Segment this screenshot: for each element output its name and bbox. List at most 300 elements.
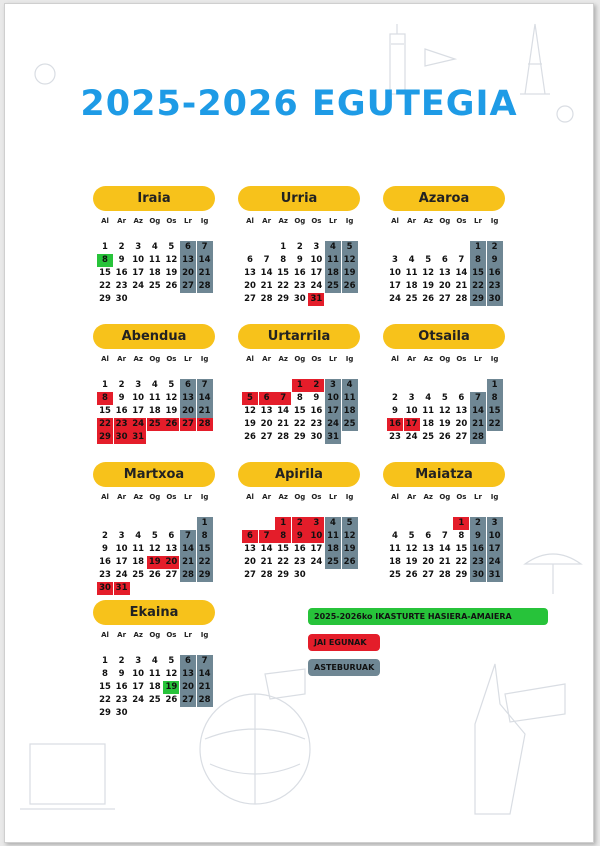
day-cell: 26 bbox=[163, 418, 179, 431]
day-cell: 31 bbox=[130, 431, 146, 444]
day-cell: 13 bbox=[438, 268, 451, 278]
weekday-label: Ar bbox=[262, 355, 272, 363]
month-name: Martxoa bbox=[93, 462, 215, 487]
day-cell: 28 bbox=[455, 294, 468, 304]
day-cell: 11 bbox=[389, 544, 401, 554]
day-cell: 23 bbox=[115, 281, 128, 291]
weekday-label: Lr bbox=[329, 493, 337, 501]
day-cell: 1 bbox=[197, 517, 213, 530]
weekday-label: Og bbox=[149, 493, 161, 501]
laptop-icon bbox=[20, 744, 115, 809]
day-cell: 29 bbox=[293, 432, 306, 442]
day-cell: 12 bbox=[405, 544, 418, 554]
day-cell: 9 bbox=[313, 393, 320, 403]
weekday-label: Og bbox=[149, 631, 161, 639]
day-cell: 9 bbox=[296, 255, 303, 265]
day-cell: 3 bbox=[408, 393, 415, 403]
day-cell: 19 bbox=[147, 556, 163, 569]
day-cell: 31 bbox=[487, 569, 503, 582]
day-cell: 1 bbox=[453, 517, 469, 530]
day-cell: 8 bbox=[97, 392, 113, 405]
day-cell: 19 bbox=[165, 268, 178, 278]
day-cell: 22 bbox=[293, 419, 306, 429]
month-maiatza bbox=[383, 462, 505, 580]
weekday-label: Os bbox=[456, 493, 467, 501]
day-cell: 27 bbox=[422, 570, 435, 580]
day-cell: 22 bbox=[99, 281, 111, 291]
plane-icon bbox=[425, 49, 455, 66]
day-cell: 26 bbox=[422, 294, 435, 304]
day-cell: 1 bbox=[487, 379, 503, 392]
day-cell: 9 bbox=[118, 255, 125, 265]
day-cell: 18 bbox=[148, 406, 161, 416]
month-name: Ekaina bbox=[93, 600, 215, 625]
weekday-label: Az bbox=[423, 217, 433, 225]
weekday-label: Os bbox=[456, 217, 467, 225]
day-cell: 21 bbox=[470, 418, 486, 431]
day-cell: 16 bbox=[115, 682, 128, 692]
day-cell: 26 bbox=[165, 695, 178, 705]
weekday-label: Ig bbox=[200, 355, 209, 363]
day-cell: 2 bbox=[487, 241, 503, 254]
day-cell: 12 bbox=[148, 544, 161, 554]
day-cell: 14 bbox=[470, 405, 486, 418]
weekday-label: Al bbox=[101, 493, 109, 501]
day-cell: 8 bbox=[458, 531, 465, 541]
day-cell: 7 bbox=[441, 531, 448, 541]
day-cell: 5 bbox=[168, 656, 175, 666]
day-cell: 21 bbox=[180, 556, 196, 569]
globe-icon bbox=[200, 694, 310, 804]
day-cell: 29 bbox=[455, 570, 468, 580]
day-cell: 27 bbox=[180, 280, 196, 293]
day-cell: 14 bbox=[277, 406, 290, 416]
umbrella-icon bbox=[525, 554, 581, 594]
day-cell: 6 bbox=[441, 255, 448, 265]
day-cell: 2 bbox=[118, 656, 125, 666]
day-cell: 20 bbox=[244, 281, 256, 291]
day-cell: 21 bbox=[197, 681, 213, 694]
day-cell: 26 bbox=[342, 280, 358, 293]
day-cell: 14 bbox=[438, 544, 451, 554]
day-cell: 1 bbox=[102, 656, 108, 666]
day-cell: 11 bbox=[132, 544, 145, 554]
day-cell: 27 bbox=[180, 694, 196, 707]
day-cell: 22 bbox=[99, 695, 111, 705]
day-cell: 10 bbox=[405, 406, 418, 416]
day-cell: 28 bbox=[180, 569, 196, 582]
weekday-label: Al bbox=[246, 217, 254, 225]
day-cell: 23 bbox=[389, 432, 401, 442]
day-cell: 15 bbox=[197, 543, 213, 556]
day-cell: 30 bbox=[310, 432, 323, 442]
day-cell: 12 bbox=[165, 669, 178, 679]
weekday-label: Ig bbox=[200, 493, 209, 501]
day-cell: 27 bbox=[455, 432, 468, 442]
weekday-label: Ig bbox=[200, 631, 209, 639]
month-ekaina bbox=[93, 600, 215, 718]
weekday-label: Ar bbox=[117, 355, 127, 363]
day-cell: 20 bbox=[438, 281, 451, 291]
day-cell: 7 bbox=[197, 655, 213, 668]
weekday-label: Lr bbox=[184, 631, 192, 639]
day-cell: 5 bbox=[441, 393, 448, 403]
day-cell: 14 bbox=[197, 668, 213, 681]
day-cell: 7 bbox=[197, 241, 213, 254]
day-cell: 10 bbox=[487, 530, 503, 543]
day-cell: 16 bbox=[310, 406, 323, 416]
day-cell: 28 bbox=[260, 294, 273, 304]
day-cell: 23 bbox=[470, 556, 486, 569]
day-cell: 24 bbox=[405, 432, 418, 442]
day-cell: 19 bbox=[165, 406, 178, 416]
day-cell: 13 bbox=[180, 392, 196, 405]
day-cell: 25 bbox=[342, 418, 358, 431]
day-cell: 13 bbox=[165, 544, 178, 554]
day-cell: 26 bbox=[405, 570, 418, 580]
day-cell: 23 bbox=[293, 281, 306, 291]
day-cell: 25 bbox=[389, 570, 401, 580]
day-cell: 28 bbox=[470, 431, 486, 444]
month-name: Maiatza bbox=[383, 462, 505, 487]
legend-holidays: JAI EGUNAK bbox=[308, 634, 380, 651]
day-cell: 14 bbox=[197, 254, 213, 267]
month-otsaila bbox=[383, 324, 505, 442]
day-cell: 25 bbox=[132, 570, 145, 580]
day-cell: 31 bbox=[114, 582, 130, 595]
weekday-label: Az bbox=[423, 355, 433, 363]
day-cell: 1 bbox=[102, 380, 108, 390]
day-cell: 13 bbox=[244, 544, 256, 554]
day-cell: 15 bbox=[293, 406, 306, 416]
day-cell: 11 bbox=[325, 254, 341, 267]
day-cell: 29 bbox=[99, 294, 111, 304]
day-cell: 16 bbox=[99, 557, 111, 567]
day-cell: 3 bbox=[118, 531, 125, 541]
weekday-label: Ig bbox=[200, 217, 209, 225]
day-cell: 20 bbox=[180, 681, 196, 694]
month-name: Azaroa bbox=[383, 186, 505, 211]
day-cell: 10 bbox=[115, 544, 128, 554]
day-cell: 26 bbox=[438, 432, 451, 442]
day-cell: 6 bbox=[180, 241, 196, 254]
day-cell: 28 bbox=[277, 432, 290, 442]
day-cell: 27 bbox=[244, 570, 256, 580]
weekday-label: Az bbox=[278, 493, 288, 501]
day-cell: 23 bbox=[99, 570, 111, 580]
day-cell: 29 bbox=[197, 569, 213, 582]
day-cell: 30 bbox=[470, 569, 486, 582]
day-cell: 2 bbox=[296, 242, 303, 252]
day-cell: 13 bbox=[455, 406, 468, 416]
day-cell: 16 bbox=[470, 543, 486, 556]
day-cell: 15 bbox=[99, 268, 111, 278]
day-cell: 16 bbox=[115, 406, 128, 416]
day-cell: 26 bbox=[165, 281, 178, 291]
day-cell: 22 bbox=[470, 280, 486, 293]
day-cell: 7 bbox=[263, 255, 270, 265]
day-cell: 28 bbox=[438, 570, 451, 580]
weekday-label: Os bbox=[166, 631, 177, 639]
day-cell: 2 bbox=[470, 517, 486, 530]
day-cell: 18 bbox=[148, 682, 161, 692]
day-cell: 29 bbox=[277, 570, 290, 580]
day-cell: 30 bbox=[114, 431, 130, 444]
day-cell: 7 bbox=[458, 255, 465, 265]
day-cell: 28 bbox=[197, 418, 213, 431]
day-cell: 23 bbox=[293, 557, 306, 567]
day-cell: 18 bbox=[405, 281, 418, 291]
day-cell: 2 bbox=[118, 380, 125, 390]
day-cell: 14 bbox=[260, 544, 273, 554]
day-cell: 30 bbox=[487, 293, 503, 306]
day-cell: 4 bbox=[342, 379, 358, 392]
day-cell: 2 bbox=[118, 242, 125, 252]
weekday-label: Az bbox=[133, 355, 143, 363]
month-martxoa bbox=[93, 462, 215, 593]
day-cell: 21 bbox=[277, 419, 290, 429]
weekday-label: Os bbox=[311, 493, 322, 501]
day-cell: 22 bbox=[197, 556, 213, 569]
day-cell: 19 bbox=[422, 281, 435, 291]
day-cell: 30 bbox=[115, 708, 128, 718]
day-cell: 26 bbox=[342, 556, 358, 569]
day-cell: 16 bbox=[115, 268, 128, 278]
weekday-label: Lr bbox=[184, 355, 192, 363]
day-cell: 4 bbox=[151, 380, 158, 390]
day-cell: 12 bbox=[165, 393, 178, 403]
day-cell: 6 bbox=[247, 255, 253, 265]
day-cell: 10 bbox=[325, 392, 341, 405]
weekday-label: Al bbox=[246, 355, 254, 363]
day-cell: 30 bbox=[97, 582, 113, 595]
weekday-label: Ar bbox=[262, 217, 272, 225]
day-cell: 3 bbox=[487, 517, 503, 530]
day-cell: 27 bbox=[438, 294, 451, 304]
weekday-label: Ar bbox=[117, 631, 127, 639]
day-cell: 14 bbox=[180, 543, 196, 556]
day-cell: 5 bbox=[342, 241, 358, 254]
legend-school-year: 2025-2026ko IKASTURTE HASIERA-AMAIERA bbox=[308, 608, 548, 625]
day-cell: 24 bbox=[487, 556, 503, 569]
day-cell: 10 bbox=[132, 255, 145, 265]
day-cell: 31 bbox=[325, 431, 341, 444]
weekday-label: Lr bbox=[329, 217, 337, 225]
weekday-label: Al bbox=[391, 217, 399, 225]
day-cell: 24 bbox=[310, 281, 323, 291]
day-cell: 31 bbox=[308, 293, 324, 306]
day-cell: 29 bbox=[470, 293, 486, 306]
day-cell: 9 bbox=[118, 669, 125, 679]
day-cell: 6 bbox=[242, 530, 258, 543]
day-cell: 11 bbox=[405, 268, 418, 278]
day-cell: 20 bbox=[455, 419, 468, 429]
day-cell: 19 bbox=[342, 267, 358, 280]
day-cell: 1 bbox=[280, 242, 287, 252]
page-title: 2025-2026 EGUTEGIA bbox=[80, 84, 518, 124]
day-cell: 16 bbox=[487, 267, 503, 280]
day-cell: 8 bbox=[470, 254, 486, 267]
day-cell: 13 bbox=[422, 544, 435, 554]
weekday-label: Og bbox=[294, 493, 306, 501]
month-name: Urtarrila bbox=[238, 324, 360, 349]
day-cell: 21 bbox=[260, 281, 273, 291]
day-cell: 19 bbox=[405, 557, 418, 567]
weekday-label: Og bbox=[439, 355, 451, 363]
month-urria bbox=[238, 186, 360, 304]
day-cell: 22 bbox=[277, 557, 290, 567]
weekday-label: Az bbox=[423, 493, 433, 501]
day-cell: 6 bbox=[180, 655, 196, 668]
day-cell: 2 bbox=[102, 531, 108, 541]
day-cell: 28 bbox=[260, 570, 273, 580]
day-cell: 4 bbox=[135, 531, 142, 541]
day-cell: 21 bbox=[260, 557, 273, 567]
weekday-label: Os bbox=[311, 217, 322, 225]
day-cell: 29 bbox=[277, 294, 290, 304]
weekday-label: Og bbox=[149, 355, 161, 363]
day-cell: 5 bbox=[151, 531, 158, 541]
day-cell: 27 bbox=[260, 432, 273, 442]
day-cell: 11 bbox=[422, 406, 435, 416]
month-iraia bbox=[93, 186, 215, 304]
day-cell: 5 bbox=[168, 242, 175, 252]
day-cell: 8 bbox=[102, 669, 108, 679]
day-cell: 3 bbox=[392, 255, 398, 265]
day-cell: 11 bbox=[148, 255, 161, 265]
day-cell: 25 bbox=[325, 556, 341, 569]
day-cell: 7 bbox=[470, 392, 486, 405]
day-cell: 4 bbox=[425, 393, 432, 403]
day-cell: 18 bbox=[389, 557, 401, 567]
day-cell: 10 bbox=[310, 255, 323, 265]
day-cell: 19 bbox=[163, 681, 179, 694]
day-cell: 20 bbox=[244, 557, 256, 567]
day-cell: 18 bbox=[132, 557, 145, 567]
weekday-label: Og bbox=[294, 217, 306, 225]
day-cell: 23 bbox=[114, 418, 130, 431]
day-cell: 11 bbox=[148, 393, 161, 403]
day-cell: 26 bbox=[244, 432, 256, 442]
month-name: Urria bbox=[238, 186, 360, 211]
day-cell: 5 bbox=[242, 392, 258, 405]
day-cell: 17 bbox=[132, 406, 145, 416]
weekday-label: Lr bbox=[184, 493, 192, 501]
day-cell: 14 bbox=[197, 392, 213, 405]
day-cell: 3 bbox=[135, 380, 142, 390]
day-cell: 15 bbox=[455, 544, 468, 554]
day-cell: 16 bbox=[293, 268, 306, 278]
day-cell: 11 bbox=[148, 669, 161, 679]
day-cell: 25 bbox=[148, 695, 161, 705]
day-cell: 24 bbox=[389, 294, 401, 304]
weekday-label: Os bbox=[456, 355, 467, 363]
weekday-label: Al bbox=[246, 493, 254, 501]
day-cell: 8 bbox=[275, 530, 291, 543]
weekday-label: Lr bbox=[474, 355, 482, 363]
day-cell: 17 bbox=[115, 557, 128, 567]
weekday-label: Al bbox=[391, 355, 399, 363]
day-cell: 19 bbox=[438, 419, 451, 429]
day-cell: 1 bbox=[102, 242, 108, 252]
day-cell: 9 bbox=[487, 254, 503, 267]
day-cell: 11 bbox=[325, 530, 341, 543]
day-cell: 27 bbox=[244, 294, 256, 304]
day-cell: 10 bbox=[132, 393, 145, 403]
day-cell: 17 bbox=[404, 418, 420, 431]
weekday-label: Ar bbox=[117, 493, 127, 501]
day-cell: 8 bbox=[97, 254, 113, 267]
day-cell: 25 bbox=[148, 281, 161, 291]
day-cell: 19 bbox=[342, 543, 358, 556]
day-cell: 17 bbox=[325, 405, 341, 418]
weekday-label: Lr bbox=[474, 493, 482, 501]
day-cell: 13 bbox=[260, 406, 273, 416]
day-cell: 24 bbox=[310, 557, 323, 567]
day-cell: 8 bbox=[197, 530, 213, 543]
day-cell: 28 bbox=[197, 280, 213, 293]
weekday-label: Ar bbox=[262, 493, 272, 501]
day-cell: 28 bbox=[197, 694, 213, 707]
day-cell: 13 bbox=[180, 254, 196, 267]
weekday-label: Os bbox=[311, 355, 322, 363]
day-cell: 15 bbox=[277, 268, 290, 278]
day-cell: 22 bbox=[455, 557, 468, 567]
day-cell: 4 bbox=[151, 242, 158, 252]
day-cell: 9 bbox=[292, 530, 308, 543]
day-cell: 21 bbox=[197, 405, 213, 418]
day-cell: 16 bbox=[293, 544, 306, 554]
day-cell: 24 bbox=[115, 570, 128, 580]
day-cell: 15 bbox=[277, 544, 290, 554]
day-cell: 17 bbox=[310, 268, 323, 278]
day-cell: 30 bbox=[115, 294, 128, 304]
day-cell: 2 bbox=[308, 379, 324, 392]
day-cell: 15 bbox=[99, 682, 111, 692]
weekday-label: Az bbox=[278, 217, 288, 225]
day-cell: 12 bbox=[342, 530, 358, 543]
day-cell: 3 bbox=[135, 242, 142, 252]
day-cell: 1 bbox=[292, 379, 308, 392]
month-apirila bbox=[238, 462, 360, 580]
day-cell: 10 bbox=[389, 268, 401, 278]
day-cell: 27 bbox=[180, 418, 196, 431]
weekday-label: Og bbox=[149, 217, 161, 225]
day-cell: 18 bbox=[342, 405, 358, 418]
day-cell: 1 bbox=[470, 241, 486, 254]
day-cell: 21 bbox=[455, 281, 468, 291]
day-cell: 15 bbox=[99, 406, 111, 416]
day-cell: 17 bbox=[132, 682, 145, 692]
weekday-label: Al bbox=[101, 217, 109, 225]
day-cell: 24 bbox=[132, 695, 145, 705]
day-cell: 22 bbox=[97, 418, 113, 431]
day-cell: 7 bbox=[259, 530, 275, 543]
month-name: Abendua bbox=[93, 324, 215, 349]
day-cell: 9 bbox=[470, 530, 486, 543]
day-cell: 29 bbox=[97, 431, 113, 444]
day-cell: 11 bbox=[342, 392, 358, 405]
day-cell: 9 bbox=[392, 406, 398, 416]
day-cell: 9 bbox=[102, 544, 108, 554]
month-urtarrila bbox=[238, 324, 360, 442]
month-name: Otsaila bbox=[383, 324, 505, 349]
day-cell: 26 bbox=[148, 570, 161, 580]
weekday-label: Al bbox=[101, 631, 109, 639]
day-cell: 20 bbox=[422, 557, 435, 567]
month-abendua bbox=[93, 324, 215, 442]
day-cell: 13 bbox=[244, 268, 256, 278]
